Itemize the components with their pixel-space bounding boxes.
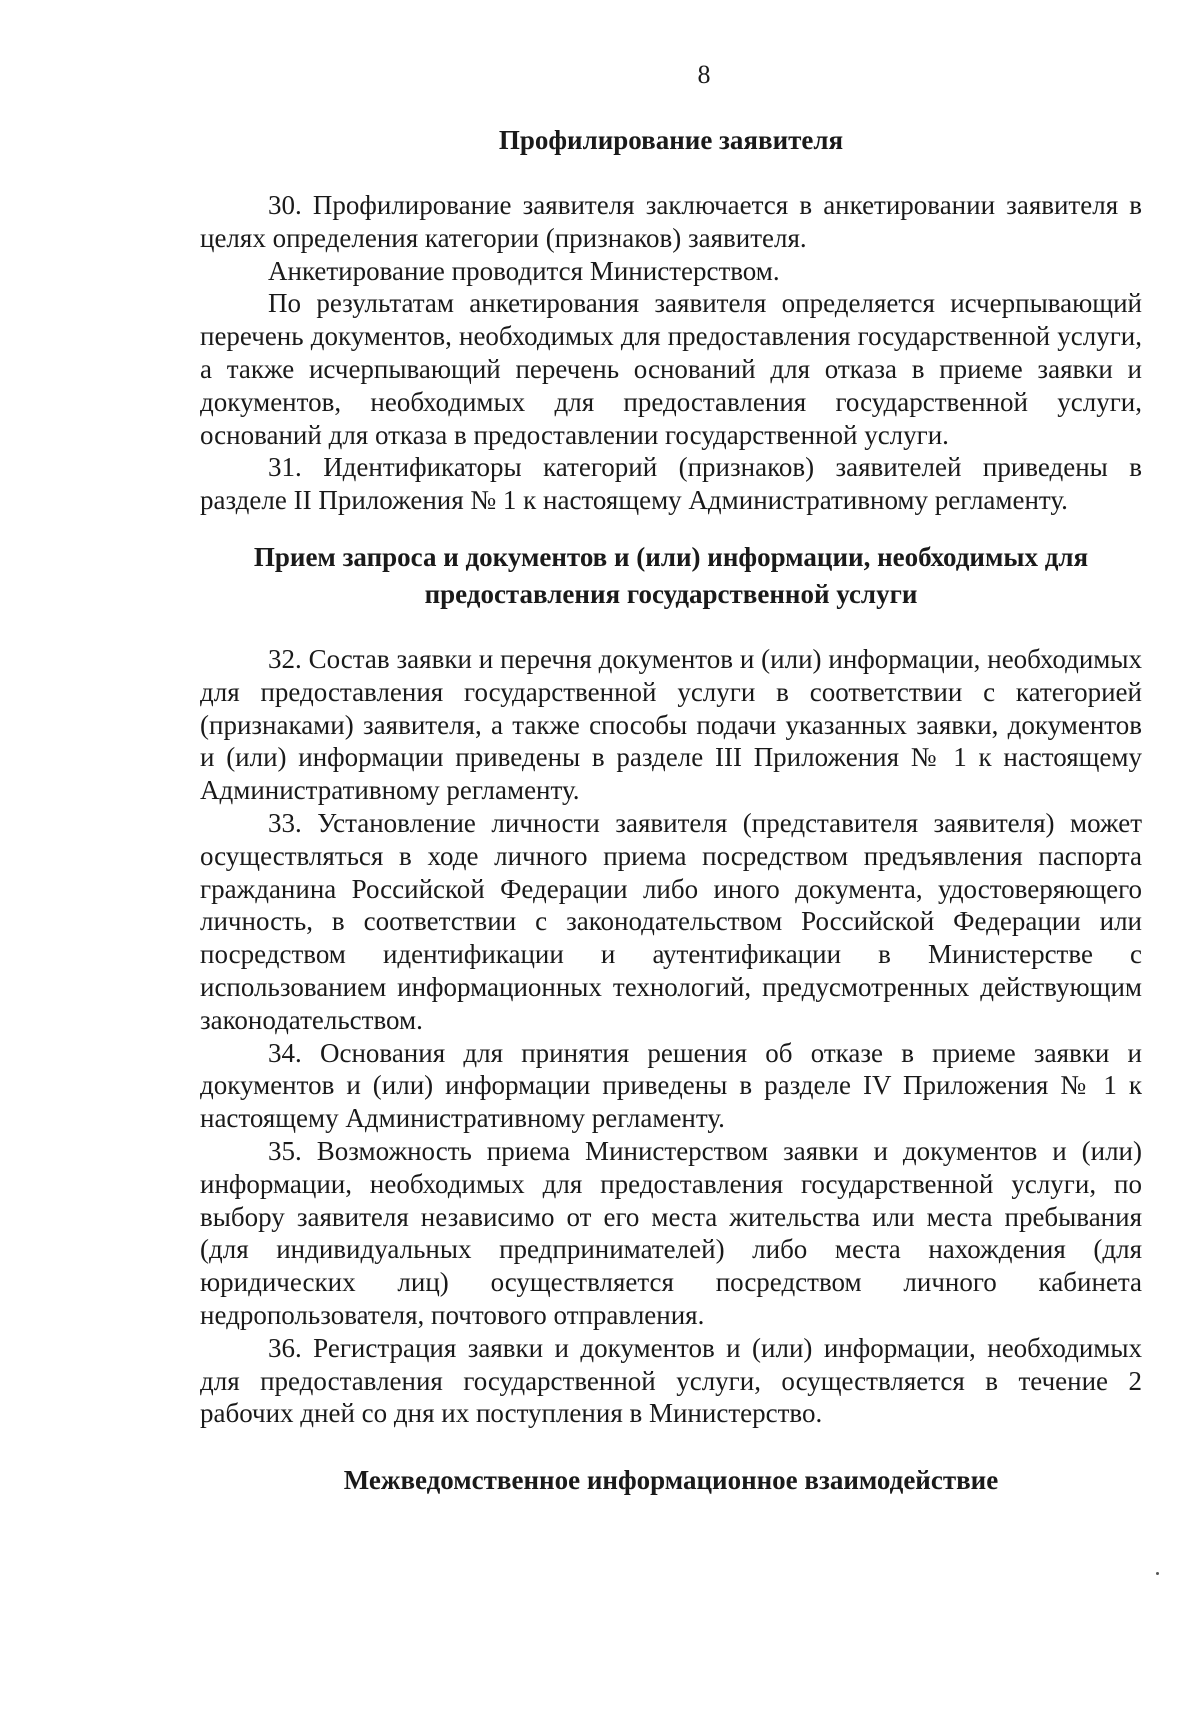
paragraph-34: 34. Основания для принятия решения об отказе в приеме заявки и документов и (или) информации приведены в разделе IV Приложения № 1 к настоящему Административному регламенту.: [200, 1037, 1142, 1134]
paragraph-30: 30. Профилирование заявителя заключается в анкетировании заявителя в целях определения категории (признаков) заявителя.: [200, 190, 1142, 253]
page-number: 8: [697, 60, 711, 89]
scan-speck: [1156, 1572, 1159, 1575]
paragraph-31: 31. Идентификаторы категорий (признаков) заявителей приведены в разделе II Приложения № 1 к настоящему Административному регламенту.: [200, 452, 1142, 516]
section-heading-interagency: Межведомственное информационное взаимодействие: [343, 1465, 999, 1496]
paragraph-35: 35. Возможность приема Министерством заявки и документов и (или) информации, необходимых для предоставления государственной услуги, по выбору заявителя независимо от его места жительства или места пребывания (для индивидуальных предпринимателей) либо места нахождения (для юридических лиц) осуществляется посредством личного кабинета недропользователя, почтового отправления.: [200, 1135, 1142, 1330]
paragraph-32: 32. Состав заявки и перечня документов и (или) информации, необходимых для предоставления государственной услуги в соответствии с категорией (признаками) заявителя, а также способы подачи указанных заявки, документов и (или) информации приведены в разделе III Приложения № 1 к настоящему Административному регламенту.: [200, 643, 1142, 806]
paragraph-33: 33. Установление личности заявителя (представителя заявителя) может осуществляться в ходе личного приема посредством предъявления паспорта гражданина Российской Федерации либо иного документа, удостоверяющего личность, в соответствии с законодательством Российской Федерации или посредством идентификации и аутентификации в Министерстве с использованием информационных технологий, предусмотренных действующим законодательством.: [200, 807, 1142, 1035]
section-heading-profiling: Профилирование заявителя: [498, 125, 844, 155]
paragraph-36: 36. Регистрация заявки и документов и (или) информации, необходимых для предоставления государственной услуги, осуществляется в течение 2 рабочих дней со дня их поступления в Министерство.: [200, 1332, 1142, 1429]
document-page: [200, 60, 1142, 1499]
paragraph-results: По результатам анкетирования заявителя определяется исчерпывающий перечень документов, необходимых для предоставления государственной услуги, а также исчерпывающий перечень оснований для отказа в приеме заявки и документов, необходимых для предоставления государственной услуги, оснований для отказа в предоставлении государственной услуги.: [200, 288, 1142, 450]
paragraph-questionnaire: Анкетирование проводится Министерством.: [268, 255, 780, 286]
section-heading-request-intake: Прием запроса и документов и (или) информации, необходимых для предоставления государственной услуги: [253, 541, 1089, 609]
